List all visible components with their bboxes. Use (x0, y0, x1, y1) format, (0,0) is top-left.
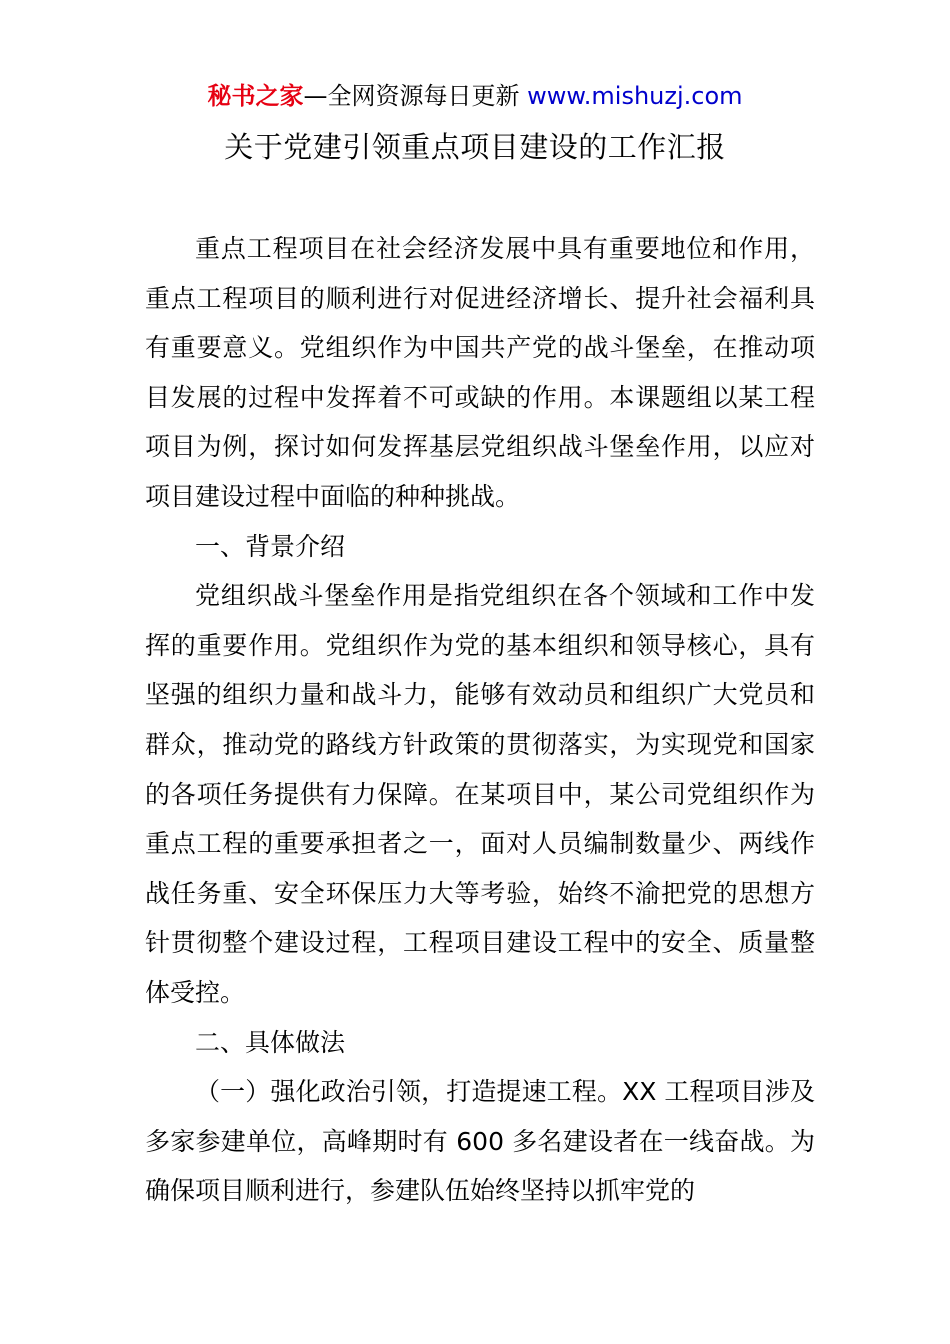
section-heading-practices: 二、具体做法 (195, 1027, 346, 1057)
intro-paragraph: 重点工程项目在社会经济发展中具有重要地位和作用，重点工程项目的顺利进行对促进经济增长、提升社会福利具有重要意义。党组织作为中国共产党的战斗堡垒，在推动项目发展的过程中发挥着不可或缺的作用。本课题组以某工程项目为例，探讨如何发挥基层党组织战斗堡垒作用，以应对项目建设过程中面临的种种挑战。 (145, 234, 815, 511)
site-tagline: —全网资源每日更新 (303, 82, 520, 110)
brand-name: 秘书之家 (207, 82, 304, 110)
document-body (145, 224, 815, 1216)
document-title: 关于党建引领重点项目建设的工作汇报 (224, 130, 726, 164)
site-header (0, 80, 950, 112)
section-heading-background: 一、背景介绍 (195, 531, 346, 561)
background-paragraph: 党组织战斗堡垒作用是指党组织在各个领域和工作中发挥的重要作用。党组织作为党的基本组织和领导核心，具有坚强的组织力量和战斗力，能够有效动员和组织广大党员和群众，推动党的路线方针政策的贯彻落实，为实现党和国家的各项任务提供有力保障。在某项目中，某公司党组织作为重点工程的重要承担者之一，面对人员编制数量少、两线作战任务重、安全环保压力大等考验，始终不渝把党的思想方针贯彻整个建设过程，工程项目建设工程中的安全、质量整体受控。 (145, 581, 815, 1007)
site-url-link[interactable]: www.mishuzj.com (527, 82, 743, 110)
practices-paragraph: （一）强化政治引领，打造提速工程。XX 工程项目涉及多家参建单位，高峰期时有 600 多名建设者在一线奋战。为确保项目顺利进行，参建队伍始终坚持以抓牢党的 (145, 1077, 815, 1206)
